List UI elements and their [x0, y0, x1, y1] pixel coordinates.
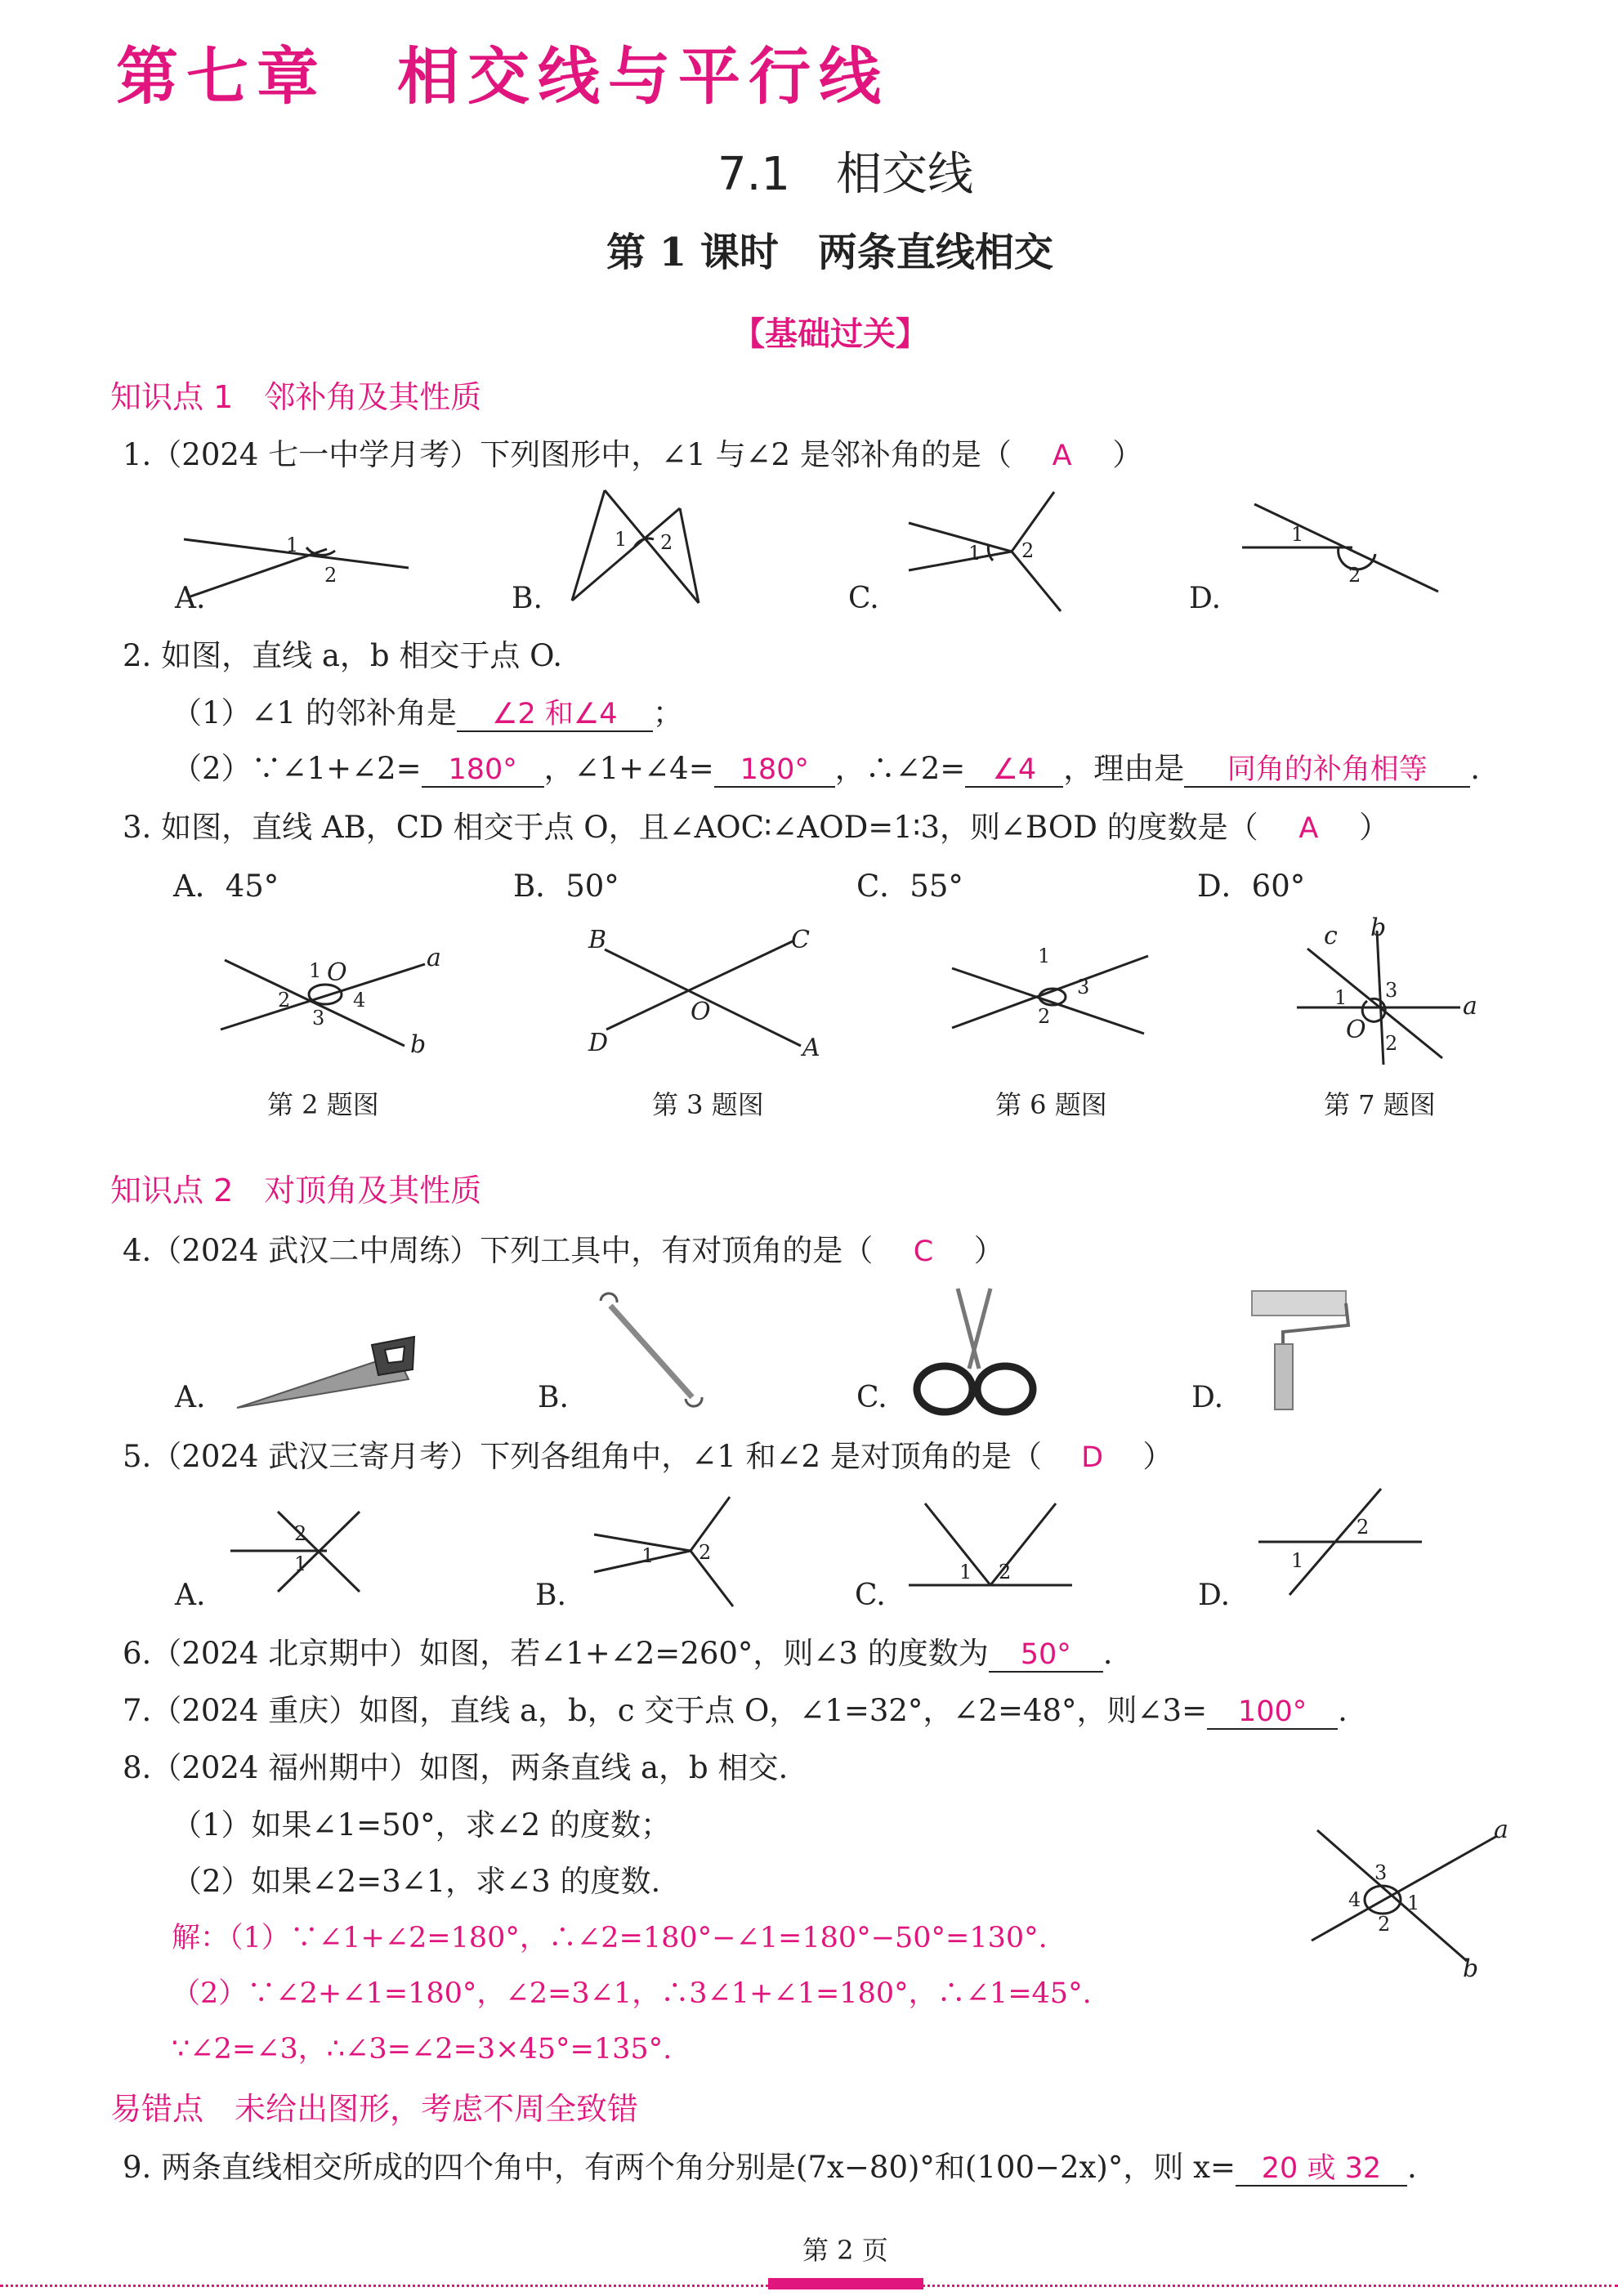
- q2-p2-suffix: .: [1470, 751, 1481, 786]
- svg-text:4: 4: [1348, 1888, 1361, 1911]
- svg-text:2: 2: [278, 989, 291, 1012]
- svg-text:a: a: [427, 944, 441, 972]
- svg-text:1: 1: [959, 1561, 972, 1584]
- question-1-close: ）: [1112, 437, 1143, 472]
- figure-question-2: [212, 940, 458, 1062]
- q1-option-b-label: B.: [512, 582, 543, 615]
- q5-option-a-label: A.: [175, 1579, 206, 1612]
- figure-question-8: [1307, 1818, 1520, 1981]
- question-4: [123, 1234, 1004, 1269]
- q5-option-d-label: D.: [1198, 1579, 1231, 1612]
- figure-question-3: [588, 923, 825, 1062]
- svg-text:b: b: [1370, 913, 1387, 942]
- svg-text:2: 2: [699, 1541, 712, 1564]
- svg-text:1: 1: [968, 542, 981, 565]
- question-6-text: 6.（2024 北京期中）如图，若∠1+∠2=260°，则∠3 的度数为: [123, 1636, 989, 1671]
- q2-p1-prefix: （1）∠1 的邻补角是: [172, 695, 457, 730]
- question-5-close: ）: [1142, 1439, 1173, 1474]
- caption-figure-3: 第 3 题图: [652, 1089, 764, 1120]
- q2-p2-mid-3: ，理由是: [1063, 751, 1185, 786]
- svg-text:1: 1: [615, 528, 628, 551]
- q3-option-a: A．45°: [173, 869, 279, 904]
- q5-figure-b: [592, 1495, 764, 1610]
- question-2-part-1: [172, 696, 683, 732]
- q1-figure-d: [1242, 500, 1446, 594]
- svg-text:3: 3: [1374, 1861, 1388, 1884]
- svg-text:2: 2: [660, 531, 673, 554]
- question-4-answer: C: [913, 1235, 934, 1268]
- svg-text:a: a: [1494, 1816, 1508, 1844]
- question-6: [123, 1637, 1113, 1673]
- question-3-answer: A: [1298, 812, 1319, 845]
- caption-figure-7: 第 7 题图: [1324, 1089, 1436, 1120]
- svg-text:D: D: [588, 1029, 609, 1057]
- svg-text:B: B: [588, 926, 607, 954]
- question-4-close: ）: [973, 1233, 1004, 1268]
- svg-text:O: O: [691, 998, 711, 1026]
- q4-option-b-label: B.: [538, 1381, 569, 1414]
- paint-roller-image: [1252, 1291, 1350, 1414]
- question-7-answer: 100°: [1207, 1695, 1338, 1730]
- svg-text:1: 1: [1291, 523, 1304, 546]
- question-6-suffix: .: [1102, 1636, 1113, 1671]
- q2-p2-answer-4: 同角的补角相等: [1184, 753, 1470, 788]
- knowledge-point-1-title: 知识点 1 邻补角及其性质: [110, 379, 482, 415]
- svg-text:1: 1: [641, 1544, 655, 1567]
- svg-text:b: b: [1463, 1954, 1479, 1983]
- svg-text:1: 1: [294, 1552, 307, 1575]
- section-title: 7.1 相交线: [717, 148, 974, 201]
- question-8-solution-3: ∵∠2=∠3，∴∠3=∠2=3×45°=135°.: [172, 2033, 673, 2066]
- question-5-answer: D: [1081, 1441, 1104, 1474]
- footer-accent-bar: [768, 2278, 923, 2289]
- svg-text:O: O: [327, 958, 347, 987]
- svg-text:1: 1: [1291, 1549, 1304, 1572]
- caption-figure-2: 第 2 题图: [267, 1089, 379, 1120]
- wrench-image: [592, 1284, 707, 1415]
- question-9-suffix: .: [1406, 2150, 1417, 2185]
- q1-figure-a: [184, 515, 421, 605]
- svg-text:b: b: [410, 1030, 427, 1059]
- svg-text:3: 3: [1077, 976, 1090, 998]
- question-7-text: 7.（2024 重庆）如图，直线 a，b，c 交于点 O，∠1=32°，∠2=48°，则∠3=: [123, 1693, 1208, 1728]
- q2-p2-prefix: （2）∵∠1+∠2=: [172, 751, 422, 786]
- chapter-title: 第七章 相交线与平行线: [116, 40, 889, 113]
- question-9-answer: 20 或 32: [1236, 2152, 1407, 2187]
- svg-text:a: a: [1463, 992, 1477, 1021]
- question-8-part-2: （2）如果∠2=3∠1，求∠3 的度数.: [172, 1864, 661, 1899]
- question-7-suffix: .: [1338, 1693, 1348, 1728]
- svg-text:3: 3: [1385, 979, 1398, 1002]
- svg-text:2: 2: [1385, 1032, 1398, 1055]
- question-1: [123, 438, 1142, 473]
- question-3-close: ）: [1359, 810, 1390, 845]
- svg-text:2: 2: [1348, 564, 1361, 587]
- svg-text:1: 1: [286, 534, 299, 556]
- svg-text:1: 1: [309, 959, 322, 982]
- q4-option-d-label: D.: [1191, 1381, 1224, 1414]
- q2-p2-mid-2: ，∴∠2=: [834, 751, 966, 786]
- saw-image: [233, 1330, 421, 1412]
- q2-p2-answer-2: 180°: [714, 753, 835, 788]
- q5-figure-c: [909, 1487, 1097, 1593]
- svg-text:2: 2: [1378, 1913, 1391, 1936]
- q2-p2-mid-1: ，∠1+∠4=: [543, 751, 714, 786]
- svg-text:c: c: [1324, 922, 1338, 950]
- question-8-stem: 8.（2024 福州期中）如图，两条直线 a，b 相交.: [123, 1750, 789, 1785]
- q4-option-a-label: A.: [175, 1381, 206, 1414]
- svg-text:2: 2: [294, 1522, 307, 1545]
- question-1-text: 1.（2024 七一中学月考）下列图形中，∠1 与∠2 是邻补角的是（: [123, 437, 1012, 472]
- question-1-answer: A: [1052, 440, 1072, 472]
- question-5: [123, 1440, 1173, 1475]
- svg-text:2: 2: [324, 564, 337, 587]
- q5-option-b-label: B.: [535, 1579, 566, 1612]
- q1-figure-b: [564, 490, 711, 613]
- figure-question-6: [948, 940, 1160, 1062]
- q3-option-b: B．50°: [513, 869, 619, 904]
- q1-option-d-label: D.: [1189, 582, 1222, 615]
- svg-text:O: O: [1346, 1016, 1366, 1044]
- svg-text:1: 1: [1334, 986, 1348, 1009]
- q5-figure-d: [1258, 1489, 1455, 1603]
- caption-figure-6: 第 6 题图: [995, 1089, 1107, 1120]
- q2-p2-answer-3: ∠4: [965, 753, 1063, 788]
- q2-p1-answer: ∠2 和∠4: [457, 698, 653, 732]
- question-8-part-1: （1）如果∠1=50°，求∠2 的度数；: [172, 1807, 671, 1843]
- knowledge-point-2-title: 知识点 2 对顶角及其性质: [110, 1173, 482, 1208]
- error-point-title: 易错点 未给出图形，考虑不周全致错: [110, 2091, 639, 2127]
- page-number: 第 2 页: [802, 2235, 888, 2266]
- svg-text:2: 2: [1357, 1516, 1370, 1539]
- question-6-answer: 50°: [989, 1638, 1103, 1673]
- svg-text:2: 2: [1038, 1005, 1051, 1028]
- figure-question-7: [1279, 913, 1483, 1066]
- question-3: [123, 811, 1389, 846]
- question-8-solution-1: 解：（1）∵∠1+∠2=180°，∴∠2=180°−∠1=180°−50°=130°.: [172, 1922, 1048, 1954]
- question-5-text: 5.（2024 武汉三寄月考）下列各组角中，∠1 和∠2 是对顶角的是（: [123, 1439, 1042, 1474]
- question-9: [123, 2151, 1417, 2187]
- q5-option-c-label: C.: [855, 1579, 886, 1612]
- question-2-stem: 2. 如图，直线 a，b 相交于点 O.: [123, 638, 563, 673]
- svg-text:4: 4: [353, 989, 366, 1012]
- q1-figure-c: [907, 490, 1062, 613]
- svg-text:2: 2: [999, 1561, 1012, 1584]
- svg-text:2: 2: [1021, 539, 1035, 562]
- question-9-text: 9. 两条直线相交所成的四个角中，有两个角分别是(7x−80)°和(100−2x)°，则 x=: [123, 2150, 1236, 2185]
- q2-p2-answer-1: 180°: [422, 753, 544, 788]
- q5-figure-a: [229, 1503, 441, 1601]
- q3-option-c: C．55°: [856, 869, 963, 904]
- q1-option-a-label: A.: [175, 582, 206, 615]
- svg-text:1: 1: [1407, 1892, 1420, 1914]
- svg-text:A: A: [802, 1034, 820, 1062]
- question-8-solution-2: （2）∵∠2+∠1=180°，∠2=3∠1，∴3∠1+∠1=180°，∴∠1=45°.: [172, 1977, 1092, 2010]
- q1-option-c-label: C.: [848, 582, 879, 615]
- q3-option-d: D．60°: [1197, 869, 1306, 904]
- svg-text:C: C: [791, 926, 810, 954]
- question-3-text: 3. 如图，直线 AB，CD 相交于点 O，且∠AOC∶∠AOD=1∶3，则∠BOD 的度数是（: [123, 810, 1258, 845]
- question-7: [123, 1694, 1348, 1730]
- question-2-part-2: [172, 752, 1480, 788]
- svg-text:1: 1: [1038, 945, 1051, 967]
- question-4-text: 4.（2024 武汉二中周练）下列工具中，有对顶角的是（: [123, 1233, 874, 1268]
- scissors-image: [907, 1287, 1046, 1418]
- svg-text:3: 3: [312, 1007, 325, 1030]
- lesson-title: 第 1 课时 两条直线相交: [606, 230, 1053, 275]
- q2-p1-suffix: ；: [652, 695, 683, 730]
- q4-option-c-label: C.: [856, 1381, 887, 1414]
- basics-label: 【基础过关】: [732, 315, 928, 353]
